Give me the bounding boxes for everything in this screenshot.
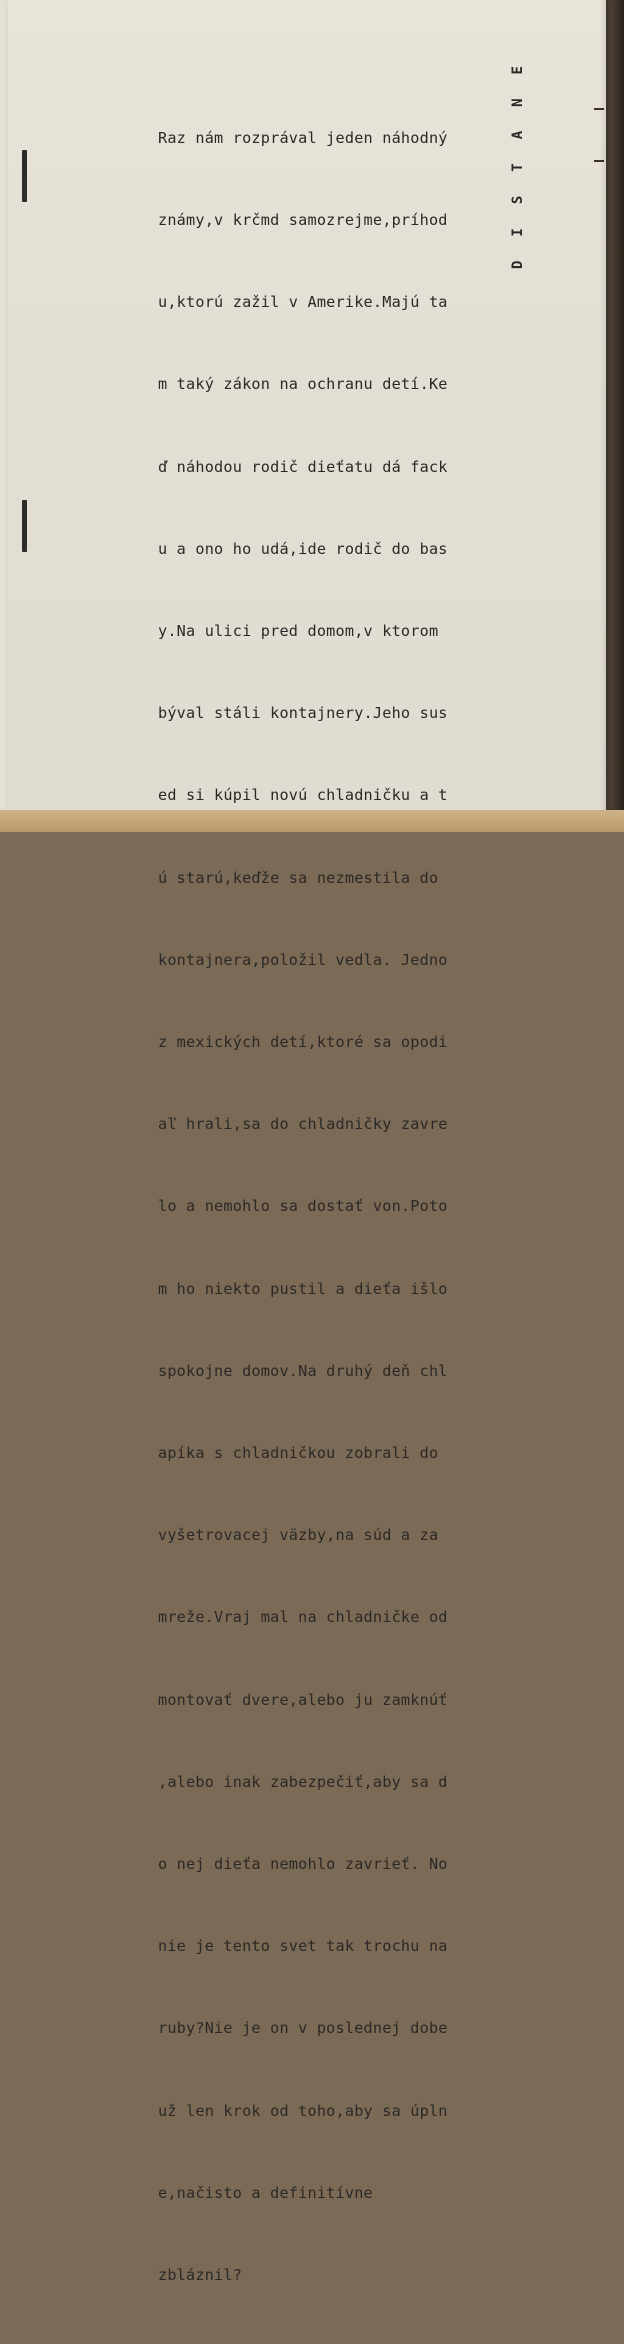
side-title: DISTANE — [510, 42, 526, 270]
text-line: už len krok od toho,aby sa úpln — [158, 2101, 448, 2120]
text-line: mreže.Vraj mal na chladničke od — [158, 1608, 448, 1627]
text-line: ruby?Nie je on v poslednej dobe — [158, 2019, 448, 2038]
text-line: u a ono ho udá,ide rodič do bas — [158, 539, 448, 558]
text-line: y.Na ulici pred domom,v ktorom — [158, 622, 439, 641]
text-line: nie je tento svet tak trochu na — [158, 1937, 448, 1956]
text-line: aľ hrali,sa do chladničky zavre — [158, 1115, 448, 1134]
text-line: z mexických detí,ktoré sa opodi — [158, 1033, 448, 1052]
text-line: m ho niekto pustil a dieťa išlo — [158, 1279, 448, 1298]
text-line: ,alebo inak zabezpečiť,aby sa d — [158, 1772, 448, 1791]
text-line: spokojne domov.Na druhý deň chl — [158, 1361, 448, 1380]
text-line: ed si kúpil novú chladničku a t — [158, 786, 448, 805]
text-line: vyšetrovacej väzby,na súd a za — [158, 1526, 439, 1545]
text-line: apíka s chladničkou zobrali do — [158, 1444, 439, 1463]
text-line: u,ktorú zažil v Amerike.Majú ta — [158, 293, 448, 312]
text-line: Raz nám rozprával jeden náhodný — [158, 128, 448, 147]
text-line: známy,v krčmd samozrejme,príhod — [158, 211, 448, 230]
page-edge-mark — [594, 108, 604, 110]
text-line: ú starú,keďže sa nezmestila do — [158, 868, 439, 887]
text-line: e,načisto a definitívne — [158, 2183, 373, 2202]
text-line: m taký zákon na ochranu detí.Ke — [158, 375, 448, 394]
text-line: zbláznil? — [158, 2266, 243, 2285]
typewritten-text — [158, 70, 498, 2344]
staple-bottom — [22, 500, 27, 552]
typewritten-page — [8, 0, 606, 2285]
text-line: kontajnera,položil vedla. Jedno — [158, 950, 448, 969]
text-line: lo a nemohlo sa dostať von.Poto — [158, 1197, 448, 1216]
staple-top — [22, 150, 27, 202]
text-line: montovať dvere,alebo ju zamknúť — [158, 1690, 448, 1709]
text-line: ď náhodou rodič dieťatu dá fack — [158, 457, 448, 476]
text-line: o nej dieťa nemohlo zavrieť. No — [158, 1855, 448, 1874]
table-surface — [0, 810, 624, 832]
page-edge-mark — [594, 160, 604, 162]
text-line: býval stáli kontajnery.Jeho sus — [158, 704, 448, 723]
